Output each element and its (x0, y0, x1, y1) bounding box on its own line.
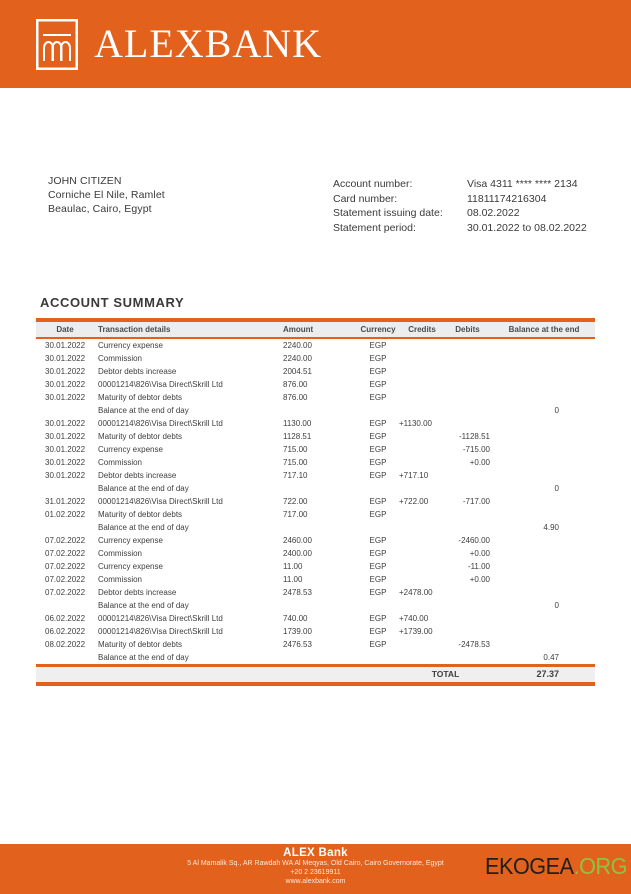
cell-debits (445, 482, 493, 495)
cell-amount (283, 599, 358, 612)
cell-currency: EGP (369, 393, 387, 402)
footer-phone: +20 2 23619911 (290, 869, 341, 876)
cell-debits (445, 469, 493, 482)
column-header-credits: Credits (408, 325, 436, 334)
cell-details: Commission (98, 354, 143, 363)
cell-details: Debtor debts increase (98, 588, 177, 597)
cell-currency: EGP (369, 640, 387, 649)
cell-balance (493, 560, 595, 573)
table-row (36, 339, 595, 352)
cell-currency: EGP (369, 354, 387, 363)
table-row (36, 612, 595, 625)
cell-balance (493, 547, 595, 560)
cell-balance (493, 365, 595, 378)
cell-date (36, 651, 94, 664)
cell-credits (398, 534, 445, 547)
cell-debits (445, 391, 493, 404)
cell-debits (445, 586, 493, 599)
cell-amount: 715.00 (283, 458, 308, 467)
cell-debits: -717.00 (462, 497, 490, 506)
cell-currency: EGP (369, 627, 387, 636)
cell-credits (398, 599, 445, 612)
cell-amount: 717.10 (283, 471, 308, 480)
total-label: TOTAL (431, 668, 460, 679)
cell-date: 07.02.2022 (45, 588, 86, 597)
table-row (36, 391, 595, 404)
cell-amount: 722.00 (283, 497, 308, 506)
cell-debits (445, 417, 493, 430)
cell-debits (445, 365, 493, 378)
cell-balance (493, 352, 595, 365)
cell-debits (445, 599, 493, 612)
cell-balance: 0 (554, 406, 559, 415)
cell-balance (493, 443, 595, 456)
cell-currency (358, 651, 398, 664)
table-row (36, 495, 595, 508)
cell-date: 30.01.2022 (45, 393, 86, 402)
account-number-label: Account number: (333, 178, 413, 190)
cell-credits (398, 391, 445, 404)
cell-details: Currency expense (98, 445, 163, 454)
cell-debits: -2478.53 (458, 640, 490, 649)
cell-currency: EGP (369, 588, 387, 597)
cell-credits (398, 651, 445, 664)
cell-debits: +0.00 (469, 549, 490, 558)
cell-amount: 2240.00 (283, 341, 312, 350)
table-row (36, 404, 595, 417)
cell-currency: EGP (369, 380, 387, 389)
column-header-balance: Balance at the end (508, 325, 580, 334)
table-row (36, 573, 595, 586)
cell-balance (493, 586, 595, 599)
cell-currency: EGP (369, 549, 387, 558)
statement-period-row (333, 221, 587, 236)
table-header-row (36, 322, 595, 337)
cell-credits: +740.00 (399, 614, 429, 623)
cell-date: 30.01.2022 (45, 432, 86, 441)
account-number-row (333, 177, 587, 192)
cell-debits (445, 521, 493, 534)
cell-details: Currency expense (98, 341, 163, 350)
cell-credits: +1130.00 (399, 419, 432, 428)
footer-website-link[interactable]: www.alexbank.com (285, 878, 346, 885)
cell-details: Maturity of debtor debts (98, 432, 183, 441)
table-row (36, 625, 595, 638)
ekogea-watermark (485, 853, 627, 880)
column-header-currency: Currency (360, 325, 396, 334)
table-row (36, 417, 595, 430)
cell-date: 06.02.2022 (45, 614, 86, 623)
table-row (36, 508, 595, 521)
cell-debits: -11.00 (467, 562, 490, 571)
cell-details: Maturity of debtor debts (98, 510, 183, 519)
cell-debits: -715.00 (462, 445, 490, 454)
statement-issuing-date-label: Statement issuing date: (333, 207, 443, 219)
account-info-block (333, 177, 587, 235)
cell-amount: 11.00 (283, 562, 303, 571)
cell-currency: EGP (369, 497, 387, 506)
ekogea-watermark-green: .ORG (573, 853, 627, 879)
total-value: 27.37 (536, 668, 559, 679)
cell-balance (493, 508, 595, 521)
cell-currency: EGP (369, 510, 387, 519)
cell-date: 07.02.2022 (45, 536, 86, 545)
cell-date: 30.01.2022 (45, 471, 86, 480)
cell-amount (283, 521, 358, 534)
alexbank-logo (36, 19, 78, 70)
brand-name: ALEXBANK (94, 21, 322, 66)
table-row (36, 547, 595, 560)
cell-currency (358, 404, 398, 417)
cell-debits: -2460.00 (458, 536, 490, 545)
column-header-transaction-details: Transaction details (98, 325, 171, 334)
column-header-date: Date (56, 325, 74, 334)
total-row (36, 667, 595, 683)
cell-currency: EGP (369, 432, 387, 441)
table-row (36, 482, 595, 495)
footer-bank-name: ALEX Bank (283, 847, 348, 859)
cell-date: 30.01.2022 (45, 367, 86, 376)
cell-credits (398, 378, 445, 391)
table-row (36, 443, 595, 456)
cell-details: Commission (98, 549, 143, 558)
cell-amount (283, 404, 358, 417)
cell-details: Balance at the end of day (98, 601, 189, 610)
cell-amount: 717.00 (283, 510, 308, 519)
customer-block (48, 174, 165, 216)
table-row (36, 599, 595, 612)
cell-currency: EGP (369, 562, 387, 571)
cell-details: Maturity of debtor debts (98, 393, 183, 402)
cell-balance: 0 (554, 484, 559, 493)
cell-balance (493, 573, 595, 586)
cell-debits: +0.00 (469, 575, 490, 584)
cell-amount: 2240.00 (283, 354, 312, 363)
footer-address: 5 Al Mamalik Sq., AR Rawdah WA Al Meqyas, Old Cairo, Cairo Governorate, Egypt (187, 860, 444, 867)
cell-details: 00001214\826\Visa Direct\Skrill Ltd (98, 497, 223, 506)
cell-credits: +1739.00 (399, 627, 433, 636)
cell-details: Balance at the end of day (98, 653, 189, 662)
table-row (36, 534, 595, 547)
cell-amount: 876.00 (283, 380, 308, 389)
customer-name: JOHN CITIZEN (48, 175, 122, 187)
footer-bar (0, 844, 631, 894)
table-row (36, 378, 595, 391)
cell-currency: EGP (369, 536, 387, 545)
account-number-value: Visa 4311 **** **** 2134 (467, 178, 578, 190)
cell-amount: 2004.51 (283, 367, 312, 376)
customer-address-line1: Corniche El Nile, Ramlet (48, 189, 165, 201)
statement-period-value: 30.01.2022 to 08.02.2022 (467, 221, 587, 234)
cell-balance (493, 391, 595, 404)
table-row (36, 352, 595, 365)
cell-details: 00001214\826\Visa Direct\Skrill Ltd (98, 419, 223, 428)
cell-credits (398, 547, 445, 560)
cell-balance (493, 495, 595, 508)
table-row (36, 586, 595, 599)
cell-balance (493, 456, 595, 469)
cell-details: Currency expense (98, 562, 163, 571)
cell-date: 01.02.2022 (45, 510, 86, 519)
cell-balance (493, 378, 595, 391)
cell-credits (398, 443, 445, 456)
cell-balance (493, 612, 595, 625)
cell-details: Balance at the end of day (98, 484, 189, 493)
cell-amount: 2400.00 (283, 549, 312, 558)
cell-date: 30.01.2022 (45, 445, 86, 454)
cell-details: Currency expense (98, 536, 163, 545)
cell-currency (358, 599, 398, 612)
cell-currency: EGP (369, 367, 387, 376)
cell-amount: 1739.00 (283, 627, 312, 636)
cell-amount: 1128.51 (283, 432, 312, 441)
table-row (36, 456, 595, 469)
cell-details: Maturity of debtor debts (98, 640, 183, 649)
cell-credits (398, 482, 445, 495)
cell-date (36, 599, 94, 612)
cell-date: 30.01.2022 (45, 458, 86, 467)
cell-details: 00001214\826\Visa Direct\Skrill Ltd (98, 614, 223, 623)
cell-debits: -1128.51 (459, 432, 490, 441)
ekogea-watermark-dark: EKOGEA (485, 853, 574, 879)
cell-debits: +0.00 (469, 458, 490, 467)
cell-credits: +722.00 (399, 497, 429, 506)
cell-credits (398, 365, 445, 378)
cell-amount: 1130.00 (283, 419, 312, 428)
cell-credits (398, 352, 445, 365)
cell-amount: 2460.00 (283, 536, 312, 545)
cell-date: 06.02.2022 (45, 627, 86, 636)
cell-date: 07.02.2022 (45, 562, 86, 571)
cell-currency: EGP (369, 419, 387, 428)
cell-date: 30.01.2022 (45, 354, 86, 363)
cell-credits (398, 638, 445, 651)
header-bar (0, 0, 631, 88)
cell-details: 00001214\826\Visa Direct\Skrill Ltd (98, 627, 223, 636)
table-row (36, 521, 595, 534)
cell-credits: +717.10 (399, 471, 429, 480)
cell-credits (398, 430, 445, 443)
cell-currency: EGP (369, 445, 387, 454)
cell-amount: 740.00 (283, 614, 308, 623)
cell-credits (398, 573, 445, 586)
cell-balance (493, 625, 595, 638)
cell-details: Balance at the end of day (98, 523, 189, 532)
column-header-debits: Debits (455, 325, 480, 334)
cell-currency: EGP (369, 458, 387, 467)
cell-details: Commission (98, 575, 143, 584)
cell-debits (445, 508, 493, 521)
table-row (36, 651, 595, 664)
cell-amount (283, 651, 358, 664)
cell-currency (358, 521, 398, 534)
cell-debits (445, 404, 493, 417)
cell-amount: 876.00 (283, 393, 308, 402)
cell-details: Debtor debts increase (98, 471, 177, 480)
statement-issuing-date-row (333, 206, 587, 221)
arches-icon (36, 19, 78, 70)
cell-date (36, 404, 94, 417)
cell-debits (445, 378, 493, 391)
statement-issuing-date-value: 08.02.2022 (467, 207, 520, 219)
cell-credits: +2478.00 (399, 588, 433, 597)
cell-balance: 4.90 (543, 523, 559, 532)
cell-credits (398, 521, 445, 534)
cell-debits (445, 651, 493, 664)
cell-credits (398, 508, 445, 521)
cell-date: 07.02.2022 (45, 549, 86, 558)
table-row (36, 638, 595, 651)
cell-date (36, 521, 94, 534)
cell-balance (493, 430, 595, 443)
cell-debits (445, 339, 493, 352)
cell-currency: EGP (369, 471, 387, 480)
cell-currency: EGP (369, 341, 387, 350)
table-row (36, 430, 595, 443)
card-number-value: 11811174216304 (467, 192, 547, 205)
cell-balance (493, 339, 595, 352)
customer-address-line2: Beaulac, Cairo, Egypt (48, 203, 152, 215)
cell-balance (493, 534, 595, 547)
table-bottom-rule (36, 682, 595, 686)
cell-date: 30.01.2022 (45, 380, 86, 389)
cell-debits (445, 612, 493, 625)
cell-date: 31.01.2022 (45, 497, 86, 506)
cell-currency: EGP (369, 575, 387, 584)
cell-balance: 0.47 (543, 653, 559, 662)
cell-amount: 2478.53 (283, 588, 312, 597)
cell-amount: 2476.53 (283, 640, 312, 649)
cell-balance (493, 638, 595, 651)
cell-balance (493, 469, 595, 482)
table-row (36, 469, 595, 482)
card-number-row (333, 192, 587, 207)
cell-details: Debtor debts increase (98, 367, 177, 376)
cell-debits (445, 625, 493, 638)
cell-credits (398, 339, 445, 352)
cell-credits (398, 456, 445, 469)
column-header-amount: Amount (283, 325, 314, 334)
cell-amount: 715.00 (283, 445, 308, 454)
cell-details: Balance at the end of day (98, 406, 189, 415)
cell-details: 00001214\826\Visa Direct\Skrill Ltd (98, 380, 223, 389)
cell-date: 30.01.2022 (45, 341, 86, 350)
cell-date (36, 482, 94, 495)
cell-balance (493, 417, 595, 430)
cell-currency (358, 482, 398, 495)
cell-debits (445, 352, 493, 365)
cell-amount (283, 482, 358, 495)
table-row (36, 365, 595, 378)
cell-credits (398, 404, 445, 417)
cell-currency: EGP (369, 614, 387, 623)
cell-details: Commission (98, 458, 143, 467)
cell-date: 30.01.2022 (45, 419, 86, 428)
transactions-table (36, 318, 595, 686)
cell-date: 07.02.2022 (45, 575, 86, 584)
cell-amount: 11.00 (283, 575, 303, 584)
card-number-label: Card number: (333, 192, 398, 205)
table-body (36, 339, 595, 664)
cell-balance: 0 (554, 601, 559, 610)
cell-credits (398, 560, 445, 573)
statement-period-label: Statement period: (333, 221, 416, 234)
account-summary-title: ACCOUNT SUMMARY (40, 295, 185, 310)
cell-date: 08.02.2022 (45, 640, 86, 649)
table-row (36, 560, 595, 573)
